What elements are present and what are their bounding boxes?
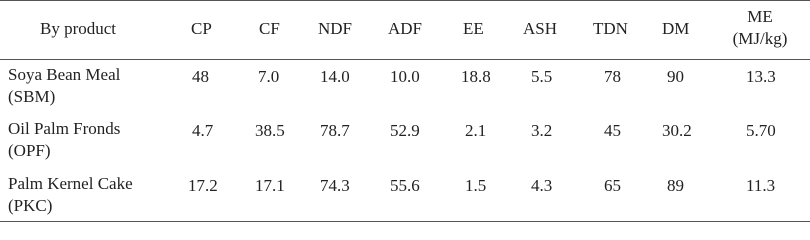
header-adf: ADF: [388, 19, 423, 38]
cell-cf: 38.5: [255, 121, 285, 140]
header-dm: DM: [662, 19, 690, 38]
header-me-line1: ME: [747, 7, 773, 26]
cell-ee: 2.1: [465, 121, 487, 140]
cell-cf: 17.1: [255, 176, 285, 195]
cell-me: 11.3: [746, 176, 776, 195]
header-ee: EE: [463, 19, 484, 38]
row-name-line2: (OPF): [8, 141, 51, 160]
cell-adf: 52.9: [390, 121, 420, 140]
header-tdn: TDN: [593, 19, 628, 38]
header-me-line2: (MJ/kg): [732, 29, 788, 48]
row-name-line1: Soya Bean Meal: [8, 65, 121, 84]
cell-ash: 5.5: [531, 67, 553, 86]
cell-dm: 89: [667, 176, 684, 195]
cell-dm: 90: [667, 67, 684, 86]
cell-tdn: 45: [604, 121, 621, 140]
header-by-product: By product: [40, 19, 117, 38]
cell-ash: 3.2: [531, 121, 553, 140]
cell-ee: 18.8: [461, 67, 491, 86]
header-me: [720, 6, 800, 50]
table-row-label: [8, 64, 120, 108]
table-row-label: [8, 173, 133, 217]
header-ndf: NDF: [318, 19, 353, 38]
header-cp: CP: [191, 19, 212, 38]
cell-adf: 10.0: [390, 67, 420, 86]
cell-me: 5.70: [746, 121, 776, 140]
cell-cp: 17.2: [188, 176, 218, 195]
header-ash: ASH: [523, 19, 558, 38]
cell-cp: 48: [192, 67, 209, 86]
cell-ash: 4.3: [531, 176, 553, 195]
cell-ee: 1.5: [465, 176, 487, 195]
row-name-line1: Palm Kernel Cake: [8, 174, 133, 193]
cell-cf: 7.0: [258, 67, 280, 86]
header-cf: CF: [259, 19, 280, 38]
cell-cp: 4.7: [192, 121, 214, 140]
table-row-label: [8, 118, 120, 162]
cell-dm: 30.2: [662, 121, 692, 140]
cell-tdn: 65: [604, 176, 621, 195]
header-bottom-rule: [0, 59, 810, 60]
row-name-line2: (PKC): [8, 196, 53, 215]
table-bottom-rule: [0, 221, 810, 222]
cell-adf: 55.6: [390, 176, 420, 195]
cell-me: 13.3: [746, 67, 776, 86]
cell-ndf: 78.7: [320, 121, 350, 140]
cell-tdn: 78: [604, 67, 621, 86]
row-name-line2: (SBM): [8, 87, 56, 106]
cell-ndf: 74.3: [320, 176, 350, 195]
cell-ndf: 14.0: [320, 67, 350, 86]
table-top-rule: [0, 0, 810, 1]
row-name-line1: Oil Palm Fronds: [8, 119, 121, 138]
